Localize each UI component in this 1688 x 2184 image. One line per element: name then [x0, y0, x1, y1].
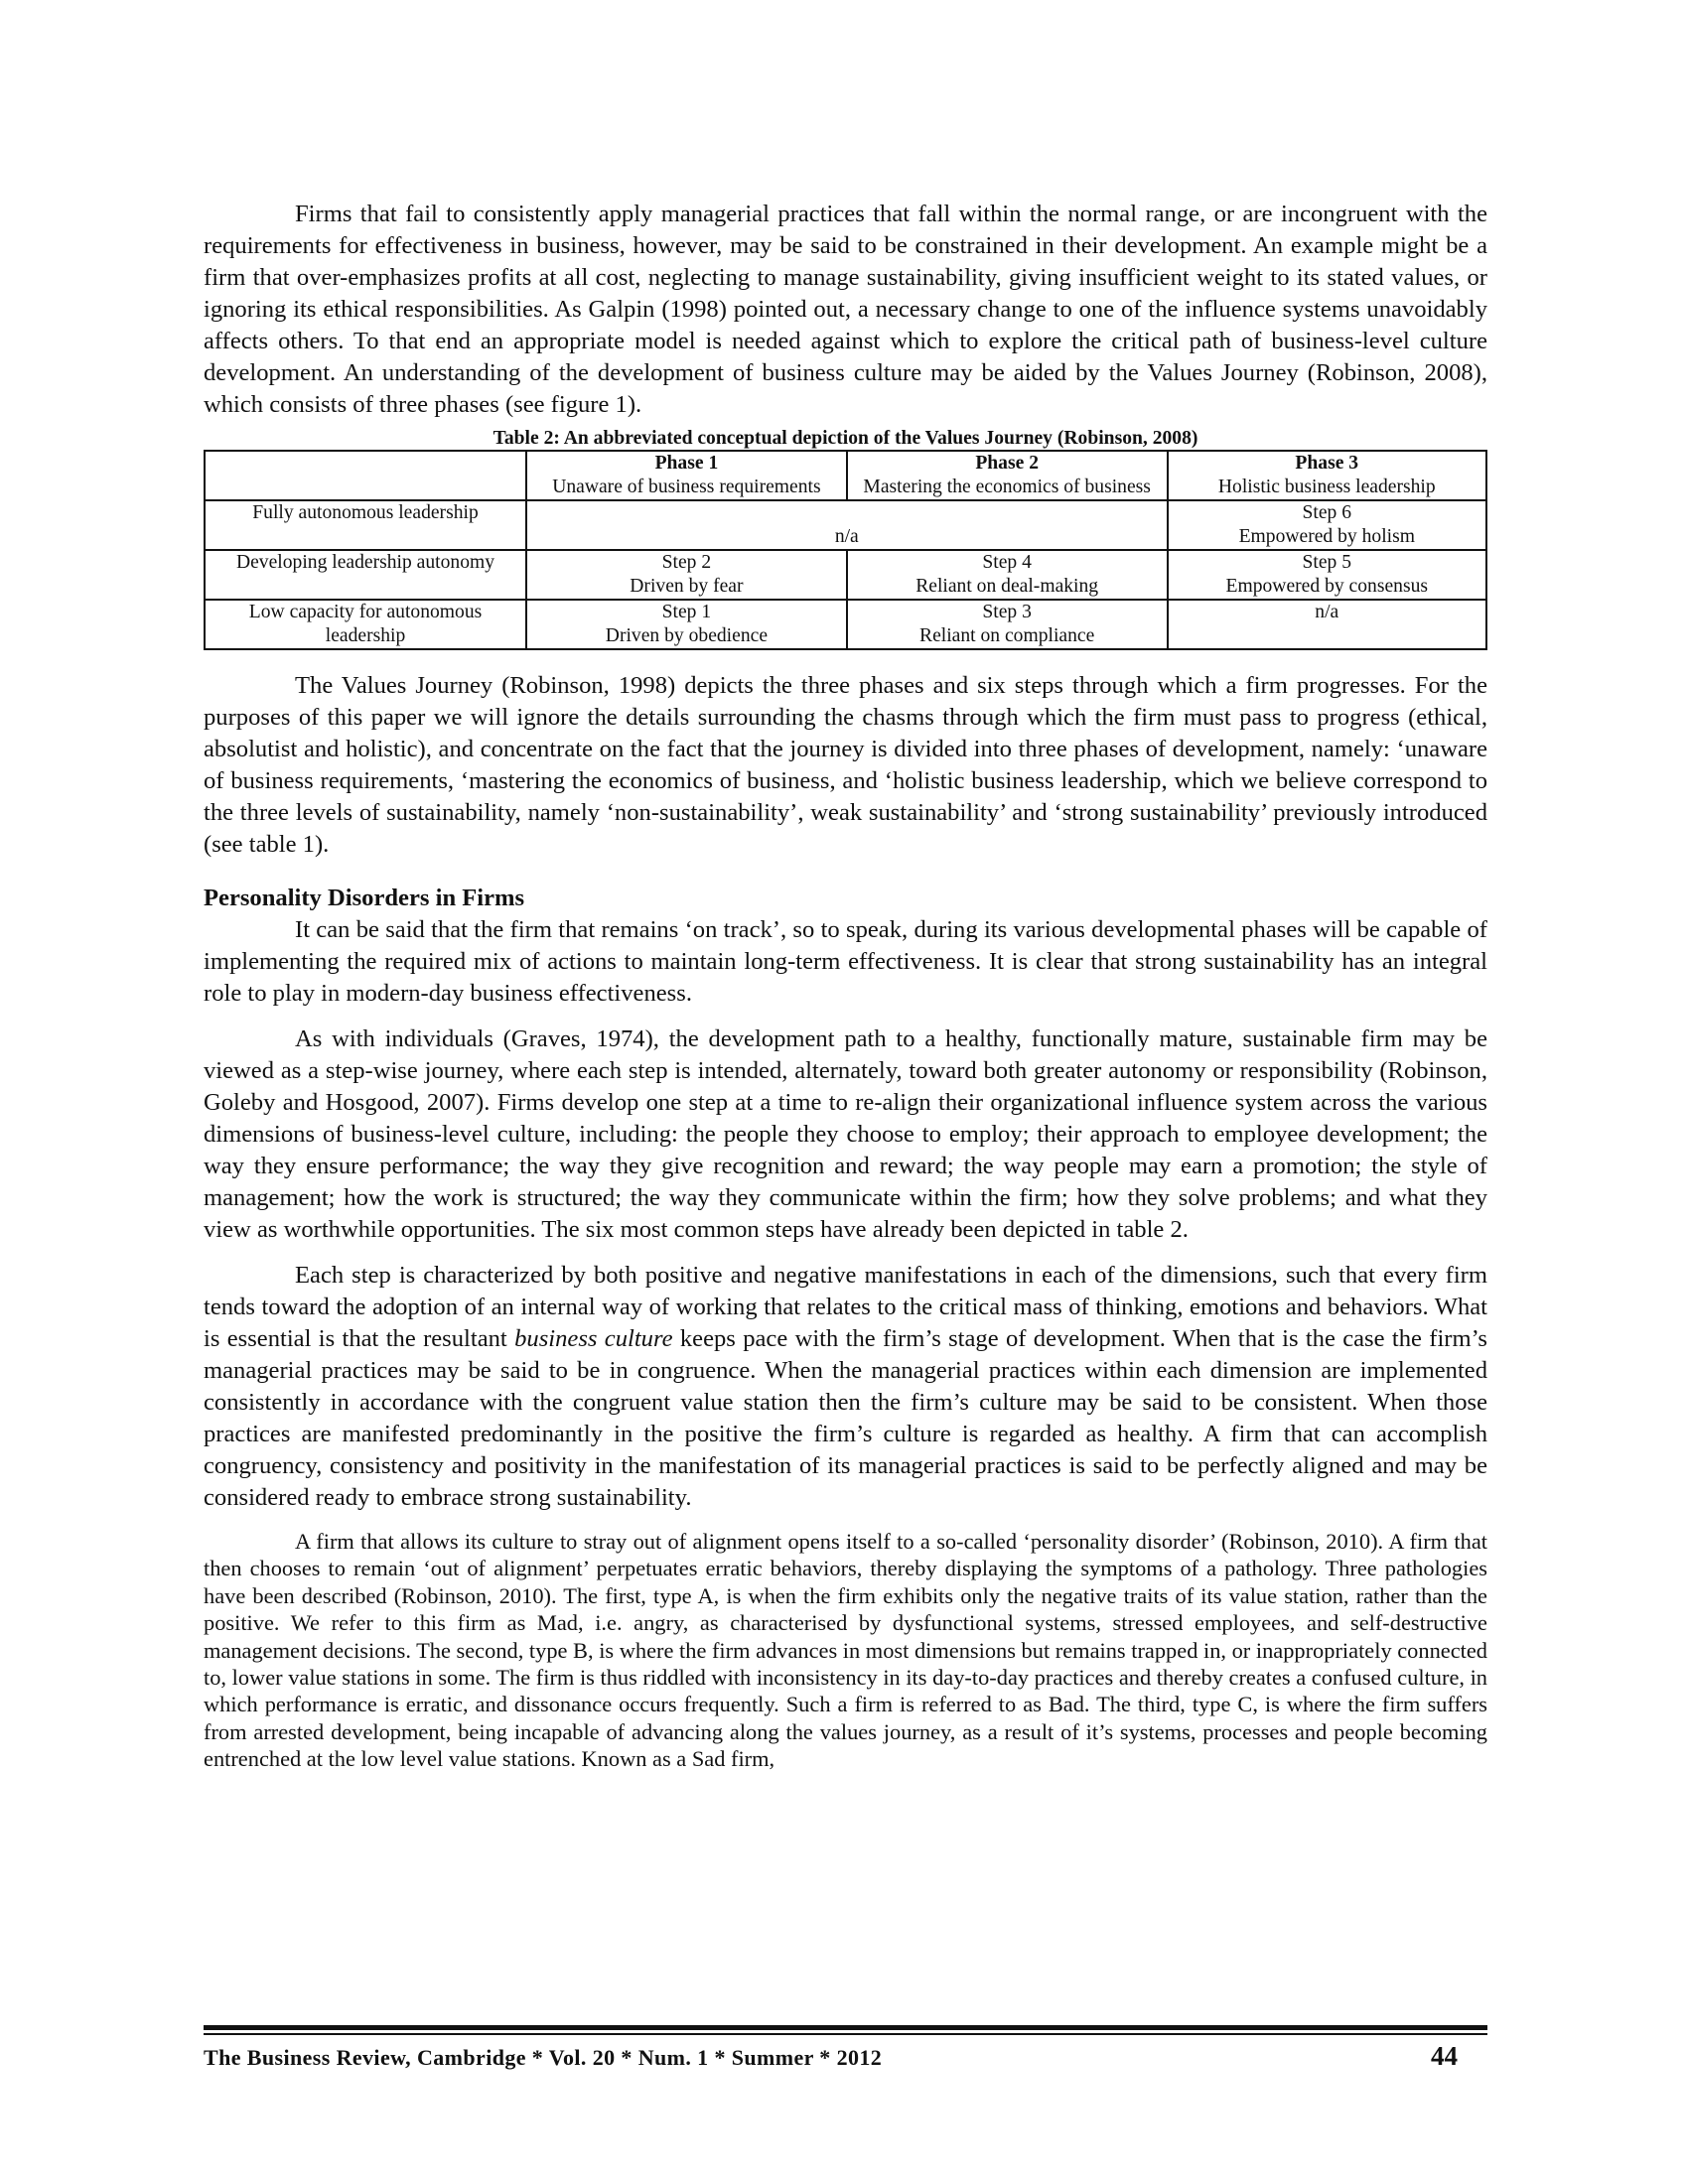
cell-step: Step 5	[1302, 552, 1352, 573]
phase-desc: Holistic business leadership	[1217, 477, 1436, 497]
phase-name: Phase 3	[1295, 453, 1359, 474]
table-cell	[1168, 550, 1486, 600]
table-row	[205, 500, 1486, 550]
cell-desc: Empowered by holism	[1238, 526, 1415, 547]
cell-step: Step 6	[1302, 502, 1352, 523]
cell-desc: Driven by obedience	[605, 625, 769, 646]
cell-text: n/a	[1315, 602, 1339, 622]
paragraph-text: keeps pace with the firm’s stage of development. When that is the case the firm’s managerial practices may be said to be in congruence. When the managerial practices within each dimension are implemented consistently in accordance with the congruent value station then the firm’s culture may be said to be consistent. When those practices are manifested predominantly in the positive the firm’s culture is regarded as healthy. A firm that can accomplish congruency, consistency and positivity in the manifestation of its managerial practices is said to be perfectly aligned and may be considered ready to embrace strong sustainability.	[204, 1325, 1488, 1511]
cell-step: Step 4	[982, 552, 1032, 573]
table-header-cell	[1168, 451, 1486, 500]
cell-step: Step 2	[661, 552, 712, 573]
footer-rule-thin	[204, 2033, 1487, 2035]
table-cell	[847, 550, 1168, 600]
cell-desc: Reliant on deal-making	[915, 576, 1099, 597]
paragraph: As with individuals (Graves, 1974), the development path to a healthy, functionally mature, sustainable firm may be viewed as a step-wise journey, where each step is intended, alternately, toward both greater autonomy or responsibility (Robinson, Goleby and Hosgood, 2007). Firms develop one step at a time to re-align their organizational influence system across the various dimensions of business-level culture, including: the people they choose to employ; their approach to employee development; the way they ensure performance; the way they give recognition and reward; the way people may earn a promotion; the style of management; how the work is structured; the way they communicate within the firm; how they solve problems; and what they view as worthwhile opportunities. The six most common steps have already been depicted in table 2.	[204, 1025, 1487, 1243]
table-cell	[1168, 600, 1486, 649]
cell-step: Step 3	[982, 602, 1032, 622]
page-body	[204, 199, 1487, 1773]
page-number: 44	[1431, 2041, 1458, 2071]
table-cell	[847, 600, 1168, 649]
phase-name: Phase 1	[654, 453, 719, 474]
paragraph-text: Each step is characterized by both positive and negative manifestations in each of the dimensions, such that every firm tends toward the adoption of an internal way of working that relates to the critical mass of thinking, emotions and behaviors. What is essential is that the resultant	[204, 1262, 1487, 1352]
table-caption: Table 2: An abbreviated conceptual depiction of the Values Journey (Robinson, 2008)	[492, 428, 1198, 449]
table-header-cell	[526, 451, 847, 500]
cell-desc: Driven by fear	[630, 576, 744, 597]
paragraph: The Values Journey (Robinson, 1998) depicts the three phases and six steps through which a firm progresses. For the purposes of this paper we will ignore the details surrounding the chasms through which the firm must pass to progress (ethical, absolutist and holistic), and concentrate on the fact that the journey is divided into three phases of development, namely: ‘unaware of business requirements, ‘mastering the economics of business, and ‘holistic business leadership, which we believe correspond to the three levels of sustainability, namely ‘non-sustainability’, weak sustainability’ and ‘strong sustainability’ previously introduced (see table 1).	[204, 672, 1487, 858]
journal-citation: The Business Review, Cambridge * Vol. 20 * Num. 1 * Summer * 2012	[204, 2045, 883, 2070]
row-label: Low capacity for autonomous leadership	[205, 600, 526, 649]
cell-desc: Reliant on compliance	[919, 625, 1095, 646]
footer-rule	[204, 2025, 1487, 2030]
table-cell	[1168, 500, 1486, 550]
table-cell	[526, 600, 847, 649]
phase-name: Phase 2	[975, 453, 1039, 474]
table-header-cell	[847, 451, 1168, 500]
paragraph: It can be said that the firm that remains ‘on track’, so to speak, during its various developmental phases will be capable of implementing the required mix of actions to maintain long-term effectiveness. It is clear that strong sustainability has an integral role to play in modern-day business effectiveness.	[204, 916, 1487, 1007]
cell-step: Step 1	[661, 602, 712, 622]
emphasis-text: business culture	[514, 1325, 673, 1352]
values-journey-table	[204, 450, 1487, 650]
cell-text: n/a	[834, 526, 859, 547]
paragraph: Firms that fail to consistently apply managerial practices that fall within the normal range, or are incongruent with the requirements for effectiveness in business, however, may be said to be constrained in their development. An example might be a firm that over-emphasizes profits at all cost, neglecting to manage sustainability, giving insufficient weight to its stated values, or ignoring its ethical responsibilities. As Galpin (1998) pointed out, a necessary change to one of the influence systems unavoidably affects others. To that end an appropriate model is needed against which to explore the critical path of business-level culture development. An understanding of the development of business culture may be aided by the Values Journey (Robinson, 2008), which consists of three phases (see figure 1).	[204, 201, 1487, 418]
row-label: Developing leadership autonomy	[205, 550, 526, 600]
table-cell	[526, 550, 847, 600]
table-header-row	[205, 451, 1486, 500]
phase-desc: Unaware of business requirements	[552, 477, 821, 497]
row-label: Fully autonomous leadership	[205, 500, 526, 550]
phase-desc: Mastering the economics of business	[863, 477, 1151, 497]
cell-desc: Empowered by consensus	[1225, 576, 1429, 597]
table-row	[205, 550, 1486, 600]
page-footer	[204, 2025, 1487, 2072]
table-cell	[526, 500, 1168, 550]
paragraph: A firm that allows its culture to stray out of alignment opens itself to a so-called ‘personality disorder’ (Robinson, 2010). A firm that then chooses to remain ‘out of alignment’ perpetuates erratic behaviors, thereby displaying the symptoms of a pathology. Three pathologies have been described (Robinson, 2010). The first, type A, is when the firm exhibits only the negative traits of its value station, rather than the positive. We refer to this firm as Mad, i.e. angry, as characterised by dysfunctional systems, stressed employees, and self-destructive management decisions. The second, type B, is where the firm advances in most dimensions but remains trapped in, or inappropriately connected to, lower value stations in some. The firm is thus riddled with inconsistency in its day-to-day practices and thereby creates a confused culture, in which performance is erratic, and dissonance occurs frequently. Such a firm is referred to as Bad. The third, type C, is where the firm suffers from arrested development, being incapable of advancing along the values journey, as a result of it’s systems, processes and people becoming entrenched at the low level value stations. Known as a Sad firm,	[204, 1529, 1487, 1772]
table-row	[205, 600, 1486, 649]
table-corner-cell	[205, 451, 526, 500]
paragraph	[204, 1260, 1487, 1514]
section-heading: Personality Disorders in Firms	[204, 885, 525, 911]
